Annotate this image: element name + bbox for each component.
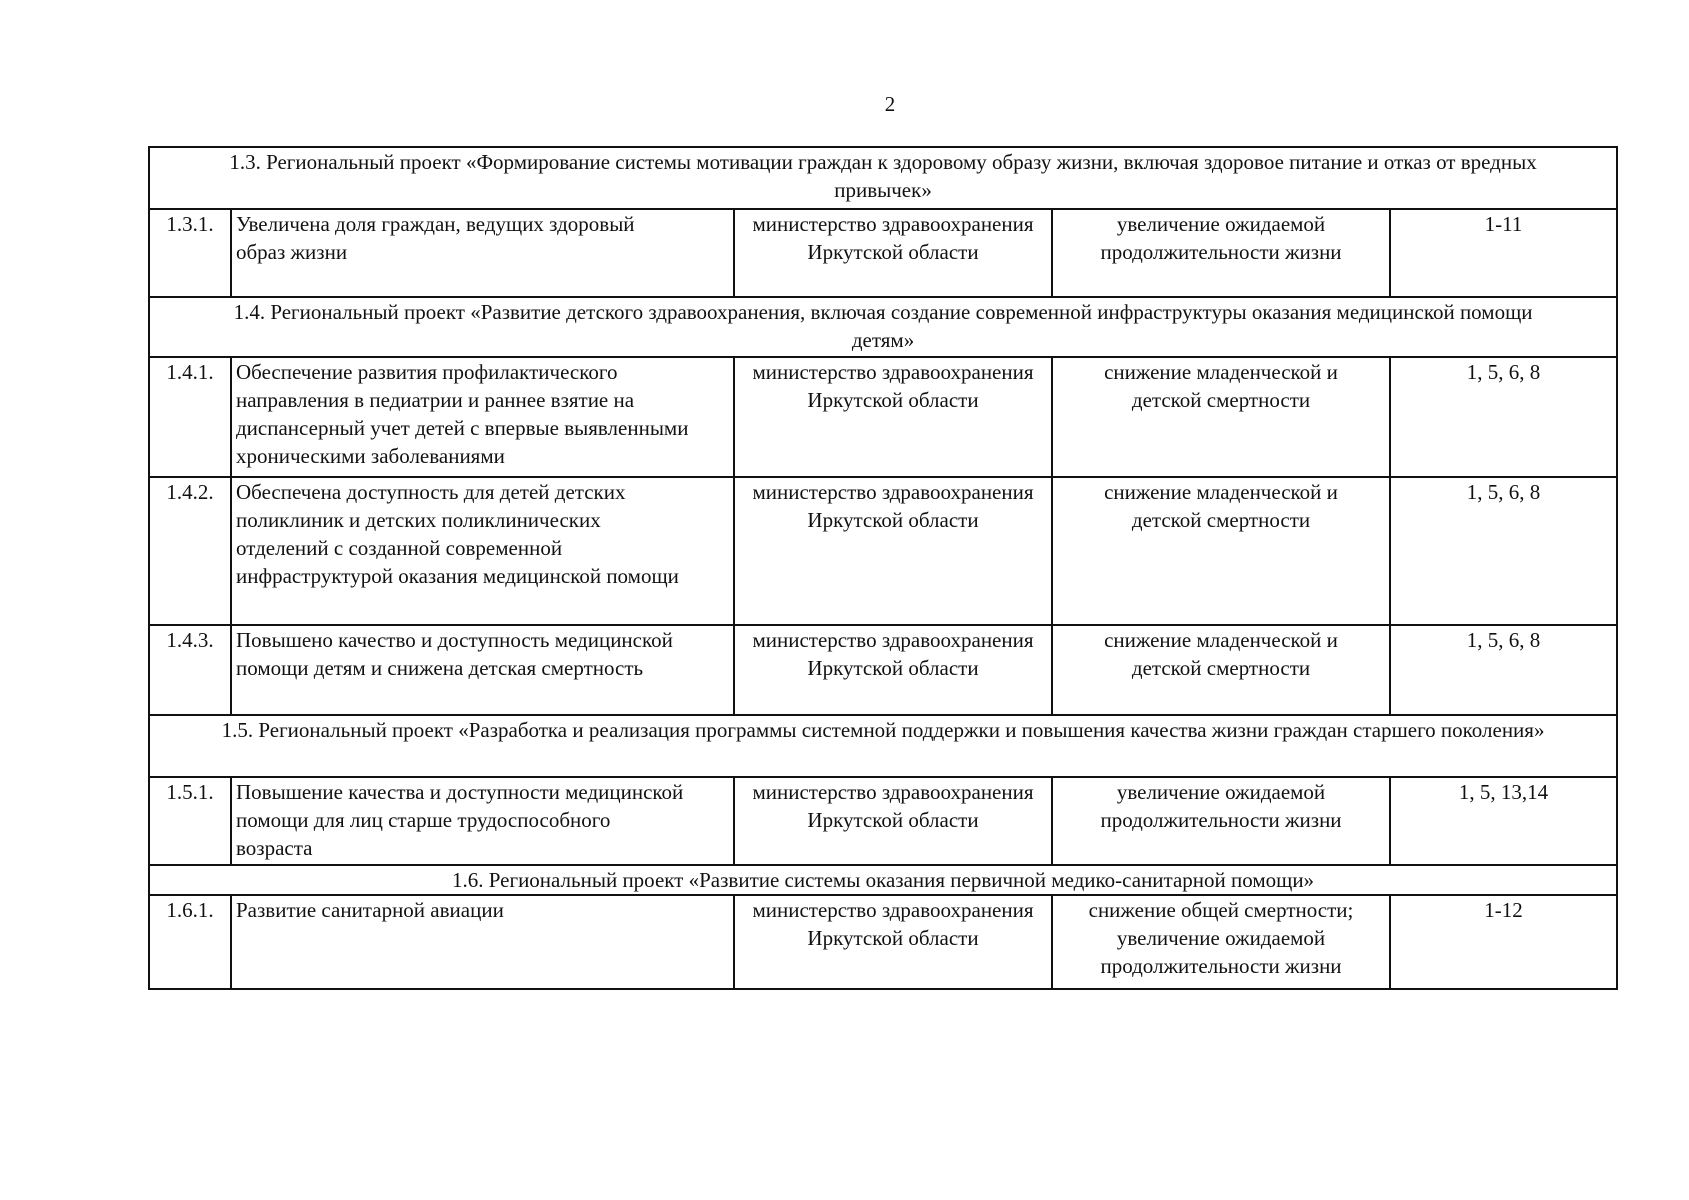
item-number: 1.4.3.	[149, 625, 231, 715]
table-row	[149, 895, 1617, 989]
section-title: 1.3. Региональный проект «Формирование системы мотивации граждан к здоровому образу жизни, включая здоровое питание и отказ от вредных привычек»	[229, 150, 1537, 202]
table-row	[149, 477, 1617, 625]
item-responsible: министерство здравоохранения Иркутской области	[734, 625, 1052, 715]
section-row-1-5	[149, 715, 1617, 777]
section-title: 1.4. Региональный проект «Развитие детского здравоохранения, включая создание современной инфраструктуры оказания медицинской помощи детям»	[233, 300, 1533, 352]
section-title: 1.5. Региональный проект «Разработка и реализация программы системной поддержки и повышения качества жизни граждан старшего поколения»	[221, 718, 1545, 742]
item-number: 1.3.1.	[149, 209, 231, 297]
item-description: Обеспечение развития профилактического направления в педиатрии и раннее взятие на диспансерный учет детей с впервые выявленными хроническими заболеваниями	[231, 357, 734, 477]
item-description: Обеспечена доступность для детей детских поликлиник и детских поликлинических отделений с созданной современной инфраструктурой оказания медицинской помощи	[231, 477, 734, 625]
item-responsible: министерство здравоохранения Иркутской области	[734, 209, 1052, 297]
section-row-1-3	[149, 147, 1617, 209]
item-responsible: министерство здравоохранения Иркутской области	[734, 895, 1052, 989]
item-description: Повышение качества и доступности медицинской помощи для лиц старше трудоспособного возраста	[231, 777, 734, 865]
page-number: 2	[884, 92, 896, 116]
item-indicators: 1-12	[1390, 895, 1617, 989]
item-responsible: министерство здравоохранения Иркутской области	[734, 777, 1052, 865]
item-indicators: 1, 5, 13,14	[1390, 777, 1617, 865]
section-title-cell	[149, 297, 1617, 357]
table-row	[149, 357, 1617, 477]
item-indicators: 1-11	[1390, 209, 1617, 297]
table-row	[149, 777, 1617, 865]
item-responsible: министерство здравоохранения Иркутской области	[734, 357, 1052, 477]
item-number: 1.4.1.	[149, 357, 231, 477]
section-row-1-6	[149, 865, 1617, 895]
item-effect: снижение младенческой и детской смертности	[1052, 625, 1390, 715]
item-indicators: 1, 5, 6, 8	[1390, 625, 1617, 715]
section-title: 1.6. Региональный проект «Развитие системы оказания первичной медико-санитарной помощи»	[451, 868, 1315, 892]
item-effect: снижение младенческой и детской смертности	[1052, 477, 1390, 625]
item-effect: увеличение ожидаемой продолжительности жизни	[1052, 209, 1390, 297]
item-description: Повышено качество и доступность медицинской помощи детям и снижена детская смертность	[231, 625, 734, 715]
item-description: Увеличена доля граждан, ведущих здоровый образ жизни	[231, 209, 734, 297]
item-effect: снижение младенческой и детской смертности	[1052, 357, 1390, 477]
table-row	[149, 625, 1617, 715]
item-responsible: министерство здравоохранения Иркутской области	[734, 477, 1052, 625]
section-title-cell	[149, 715, 1617, 777]
item-number: 1.6.1.	[149, 895, 231, 989]
item-number: 1.5.1.	[149, 777, 231, 865]
item-effect: снижение общей смертности; увеличение ожидаемой продолжительности жизни	[1052, 895, 1390, 989]
item-number: 1.4.2.	[149, 477, 231, 625]
table-row	[149, 209, 1617, 297]
section-title-cell	[149, 147, 1617, 209]
section-title-cell	[149, 865, 1617, 895]
item-indicators: 1, 5, 6, 8	[1390, 477, 1617, 625]
measures-table	[148, 146, 1618, 990]
item-effect: увеличение ожидаемой продолжительности жизни	[1052, 777, 1390, 865]
section-row-1-4	[149, 297, 1617, 357]
item-description: Развитие санитарной авиации	[231, 895, 734, 989]
item-indicators: 1, 5, 6, 8	[1390, 357, 1617, 477]
